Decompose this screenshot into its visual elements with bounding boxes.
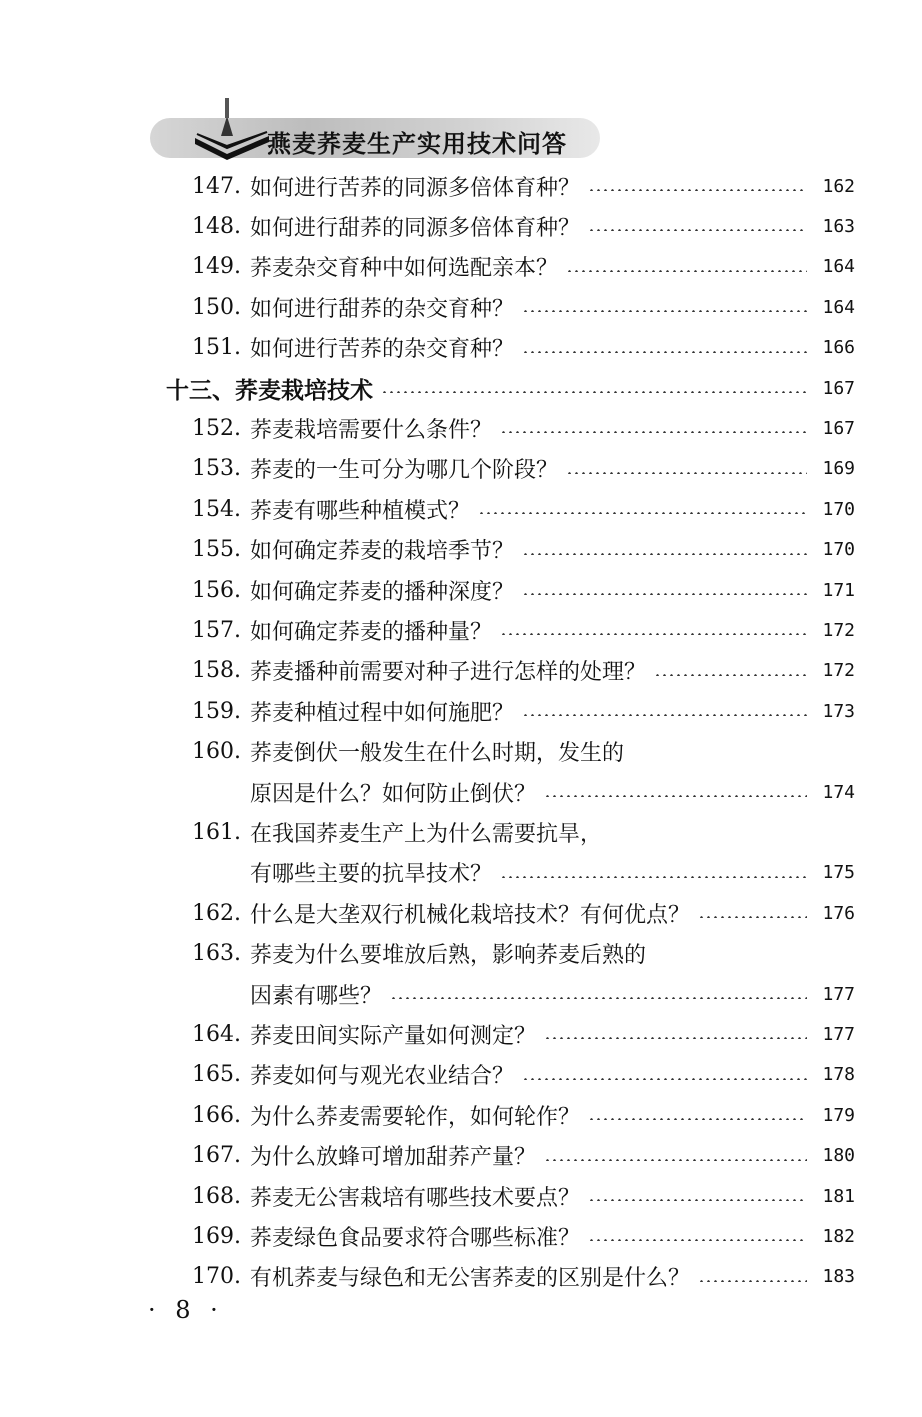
toc-entry <box>192 1136 855 1176</box>
entry-text-cont: 原因是什么？如何防止倒伏？ <box>250 781 537 807</box>
entry-number: 166. <box>192 1102 241 1128</box>
leader-dots <box>522 310 807 312</box>
toc-entry <box>192 934 855 974</box>
page-ref: 164 <box>822 296 855 318</box>
toc-entry <box>192 610 855 650</box>
leader-dots <box>544 1037 807 1039</box>
book-pen-icon <box>187 96 277 166</box>
page-ref: 172 <box>822 660 855 682</box>
entry-text: 荞麦无公害栽培有哪些技术要点？ <box>250 1185 581 1211</box>
page-ref: 166 <box>822 337 855 359</box>
toc-entry <box>192 1216 855 1256</box>
page-ref: 183 <box>822 1266 855 1288</box>
entry-text: 荞麦如何与观光农业结合？ <box>250 1064 515 1090</box>
toc-entry <box>192 651 855 691</box>
toc-entry <box>192 530 855 570</box>
entry-number: 164. <box>192 1021 241 1047</box>
toc-entry <box>192 1257 855 1297</box>
page-ref: 172 <box>822 619 855 641</box>
entry-text: 如何进行苦荞的同源多倍体育种？ <box>250 175 581 201</box>
page-ref: 163 <box>822 215 855 237</box>
section-title: 十三、荞麦栽培技术 <box>166 377 373 404</box>
entry-number: 169. <box>192 1223 241 1249</box>
toc-entry <box>192 732 855 772</box>
entry-text: 为什么荞麦需要轮作，如何轮作？ <box>250 1104 581 1130</box>
toc-entry <box>192 1055 855 1095</box>
entry-text: 如何确定荞麦的播种量？ <box>250 619 493 645</box>
entry-text-cont: 有哪些主要的抗旱技术？ <box>250 862 493 888</box>
toc-entry-continuation <box>250 853 855 893</box>
leader-dots <box>566 472 807 474</box>
toc-section-row <box>166 368 855 408</box>
leader-dots <box>588 189 807 191</box>
page-ref: 175 <box>822 862 855 884</box>
entry-text: 荞麦为什么要堆放后熟，影响荞麦后熟的 <box>250 943 647 969</box>
entry-number: 162. <box>192 900 241 926</box>
toc-entry <box>192 812 855 852</box>
toc-entry <box>192 1014 855 1054</box>
entry-number: 170. <box>192 1264 241 1290</box>
leader-dots <box>522 351 807 353</box>
toc-entry <box>192 206 855 246</box>
entry-text: 荞麦播种前需要对种子进行怎样的处理？ <box>250 660 647 686</box>
leader-dots <box>588 229 807 231</box>
page-ref: 182 <box>822 1225 855 1247</box>
entry-text: 荞麦种植过程中如何施肥？ <box>250 700 515 726</box>
page-ref: 170 <box>822 498 855 520</box>
toc-entry <box>192 691 855 731</box>
entry-text: 荞麦有哪些种植模式？ <box>250 498 471 524</box>
entry-number: 150. <box>192 294 241 320</box>
leader-dots <box>390 997 807 999</box>
toc-entry-continuation <box>250 772 855 812</box>
leader-dots <box>544 795 807 797</box>
entry-number: 152. <box>192 415 241 441</box>
entry-text: 荞麦倒伏一般发生在什么时期，发生的 <box>250 741 625 767</box>
entry-text-cont: 因素有哪些？ <box>250 983 383 1009</box>
leader-dots <box>500 876 807 878</box>
entry-number: 149. <box>192 254 241 280</box>
toc-entry <box>192 893 855 933</box>
leader-dots <box>522 593 807 595</box>
entry-text: 荞麦田间实际产量如何测定？ <box>250 1023 537 1049</box>
toc-entry <box>192 408 855 448</box>
page-ref: 177 <box>822 1023 855 1045</box>
entry-number: 148. <box>192 213 241 239</box>
page-ref: 162 <box>822 175 855 197</box>
leader-dots <box>698 1280 807 1282</box>
leader-dots <box>381 391 807 393</box>
entry-number: 156. <box>192 577 241 603</box>
page-ref: 171 <box>822 579 855 601</box>
entry-number: 155. <box>192 537 241 563</box>
leader-dots <box>544 1159 807 1161</box>
leader-dots <box>566 270 807 272</box>
running-header <box>132 96 612 166</box>
leader-dots <box>478 512 807 514</box>
entry-text: 有机荞麦与绿色和无公害荞麦的区别是什么？ <box>250 1266 691 1292</box>
page-ref: 169 <box>822 458 855 480</box>
leader-dots <box>522 553 807 555</box>
toc-entry <box>192 1095 855 1135</box>
entry-text: 如何确定荞麦的栽培季节？ <box>250 539 515 565</box>
leader-dots <box>522 1078 807 1080</box>
entry-number: 153. <box>192 456 241 482</box>
toc-entry <box>192 247 855 287</box>
entry-number: 160. <box>192 739 241 765</box>
entry-text: 如何进行甜荞的同源多倍体育种？ <box>250 215 581 241</box>
page-ref: 180 <box>822 1145 855 1167</box>
leader-dots <box>500 431 807 433</box>
entry-number: 165. <box>192 1062 241 1088</box>
entry-text: 在我国荞麦生产上为什么需要抗旱， <box>250 821 603 847</box>
header-title: 燕麦荞麦生产实用技术问答 <box>267 130 567 158</box>
entry-text: 如何进行苦荞的杂交育种？ <box>250 337 515 363</box>
toc-entry <box>192 1176 855 1216</box>
leader-dots <box>522 714 807 716</box>
toc-entry <box>192 570 855 610</box>
entry-number: 154. <box>192 496 241 522</box>
entry-number: 157. <box>192 617 241 643</box>
leader-dots <box>500 633 807 635</box>
entry-text: 荞麦绿色食品要求符合哪些标准？ <box>250 1225 581 1251</box>
toc-entry <box>192 489 855 529</box>
page-ref: 179 <box>822 1104 855 1126</box>
page-number: · 8 · <box>148 1296 224 1324</box>
entry-text: 荞麦的一生可分为哪几个阶段？ <box>250 458 559 484</box>
leader-dots <box>588 1239 807 1241</box>
entry-text: 如何进行甜荞的杂交育种？ <box>250 296 515 322</box>
entry-text: 如何确定荞麦的播种深度？ <box>250 579 515 605</box>
entry-text: 荞麦栽培需要什么条件？ <box>250 417 493 443</box>
page-ref: 178 <box>822 1064 855 1086</box>
entry-number: 147. <box>192 173 241 199</box>
toc-entry-continuation <box>250 974 855 1014</box>
page-ref: 181 <box>822 1185 855 1207</box>
entry-number: 158. <box>192 658 241 684</box>
page-ref: 167 <box>822 377 855 399</box>
page-ref: 176 <box>822 902 855 924</box>
page-ref: 164 <box>822 256 855 278</box>
leader-dots <box>588 1118 807 1120</box>
entry-text: 荞麦杂交育种中如何选配亲本？ <box>250 256 559 282</box>
entry-number: 151. <box>192 335 241 361</box>
page-ref: 177 <box>822 983 855 1005</box>
toc-entry <box>192 449 855 489</box>
entry-text: 什么是大垄双行机械化栽培技术？有何优点？ <box>250 902 691 928</box>
page-ref: 170 <box>822 539 855 561</box>
toc-entry <box>192 166 855 206</box>
leader-dots <box>654 674 807 676</box>
page-ref: 173 <box>822 700 855 722</box>
leader-dots <box>698 916 807 918</box>
entry-number: 163. <box>192 941 241 967</box>
toc-entry <box>192 328 855 368</box>
entry-text: 为什么放蜂可增加甜荞产量？ <box>250 1145 537 1171</box>
leader-dots <box>588 1199 807 1201</box>
entry-number: 167. <box>192 1143 241 1169</box>
entry-number: 161. <box>192 819 241 845</box>
toc-entry <box>192 287 855 327</box>
entry-number: 159. <box>192 698 241 724</box>
entry-number: 168. <box>192 1183 241 1209</box>
page-ref: 167 <box>822 417 855 439</box>
page-ref: 174 <box>822 781 855 803</box>
